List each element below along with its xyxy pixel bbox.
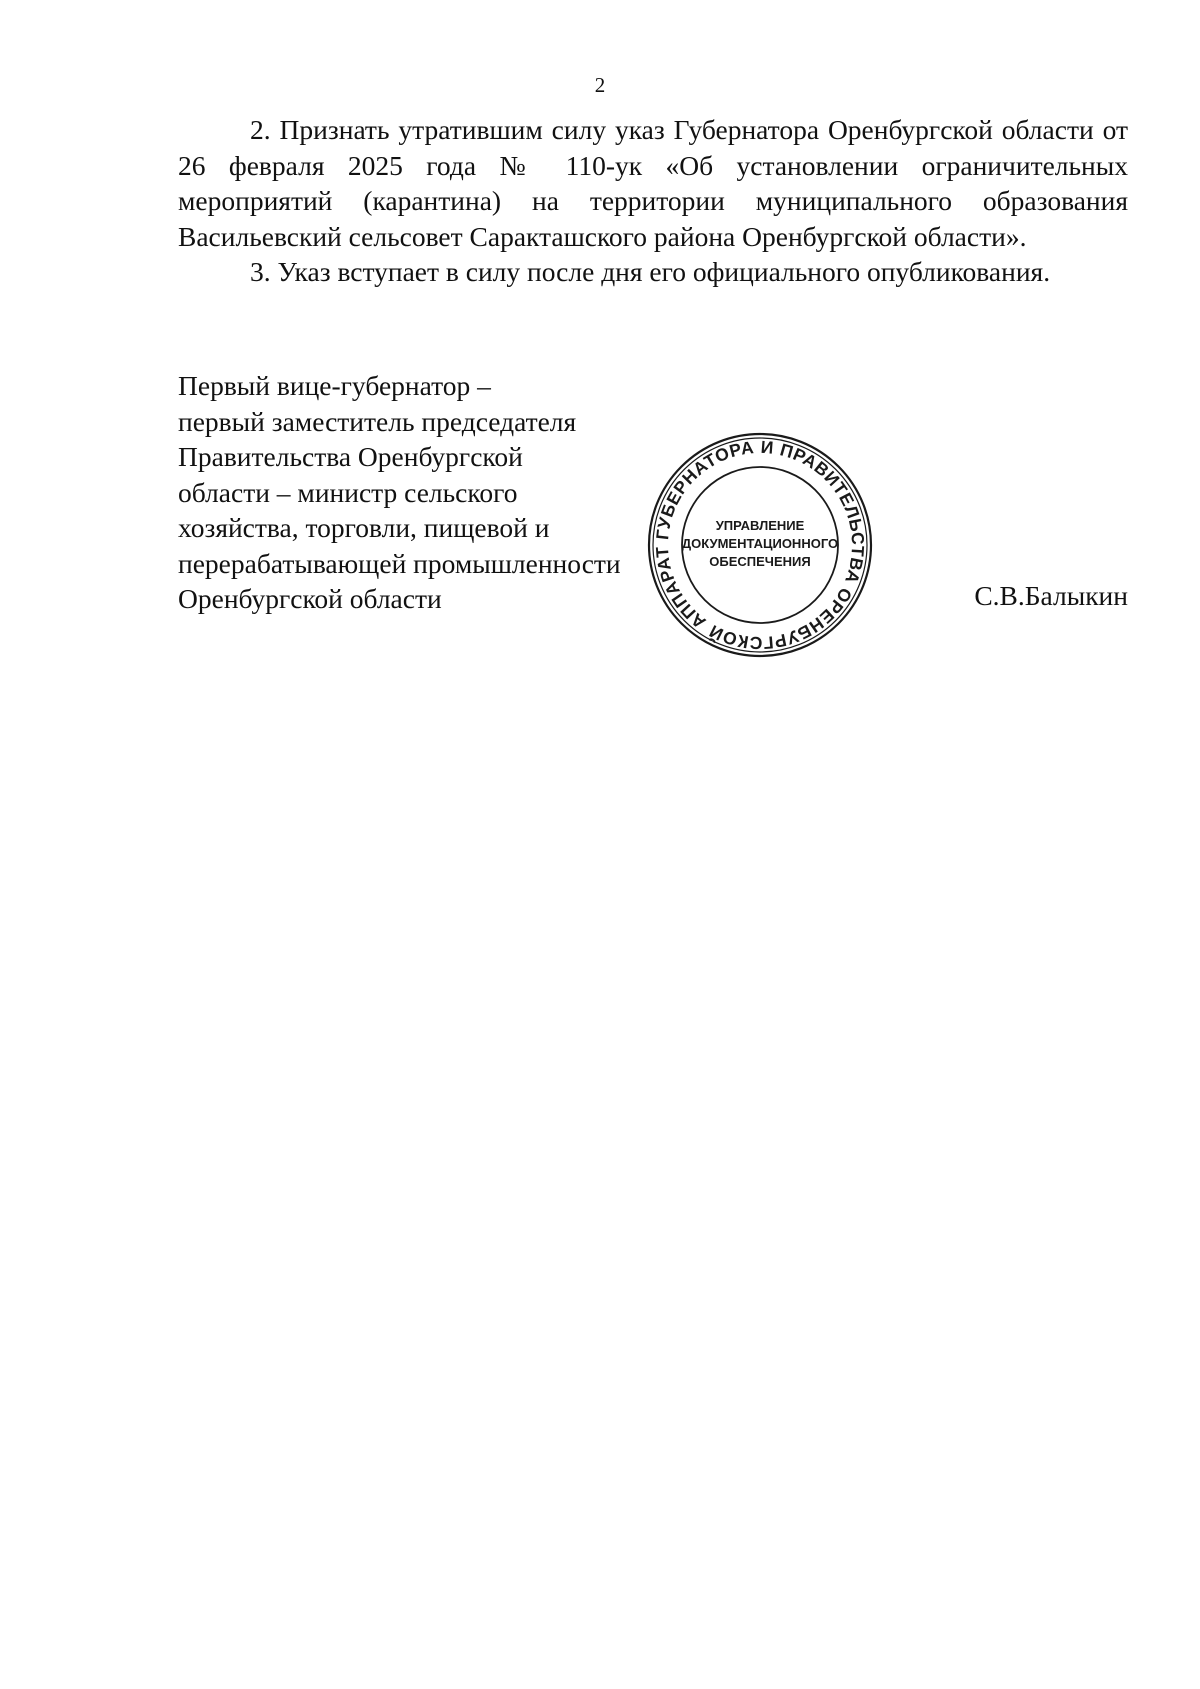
signatory-name: С.В.Балыкин [974,580,1128,611]
decree-body [178,112,1128,290]
stamp-center-line-2: ДОКУМЕНТАЦИОННОГО [681,536,839,551]
stamp-seal-graphic [645,430,875,660]
signatory-position-line: Первый вице-губернатор – [178,370,491,401]
signatory-position-line: Правительства Оренбургской [178,441,523,472]
stamp-center-line-1: УПРАВЛЕНИЕ [715,518,805,533]
signatory-position-line: хозяйства, торговли, пищевой и [178,512,550,543]
paragraph-2: 2. Признать утратившим силу указ Губернатора Оренбургской области от 26 февраля 2025 года № 110-ук «Об установлении ограничительных мероприятий (карантина) на территории муниципального образования Васильевский сельсовет Саракташского района Оренбургской области». [178,114,1128,252]
official-stamp [645,430,875,660]
paragraph-3: 3. Указ вступает в силу после дня его официального опубликования. [250,256,1051,287]
signatory-position-line: первый заместитель председателя [178,405,577,437]
page-number: 2 [594,73,606,97]
stamp-center-line-3: ОБЕСПЕЧЕНИЯ [709,554,811,569]
signatory-position [178,368,621,617]
signatory-position-line: Оренбургской области [178,583,442,614]
stamp-ring-text-path: АППАРАТ ГУБЕРНАТОРА И ПРАВИТЕЛЬСТВА ОРЕНБУРГСКОЙ [651,436,869,654]
signatory-position-line: перерабатывающей промышленности [178,547,621,579]
signatory-position-line: области – министр сельского [178,476,518,508]
